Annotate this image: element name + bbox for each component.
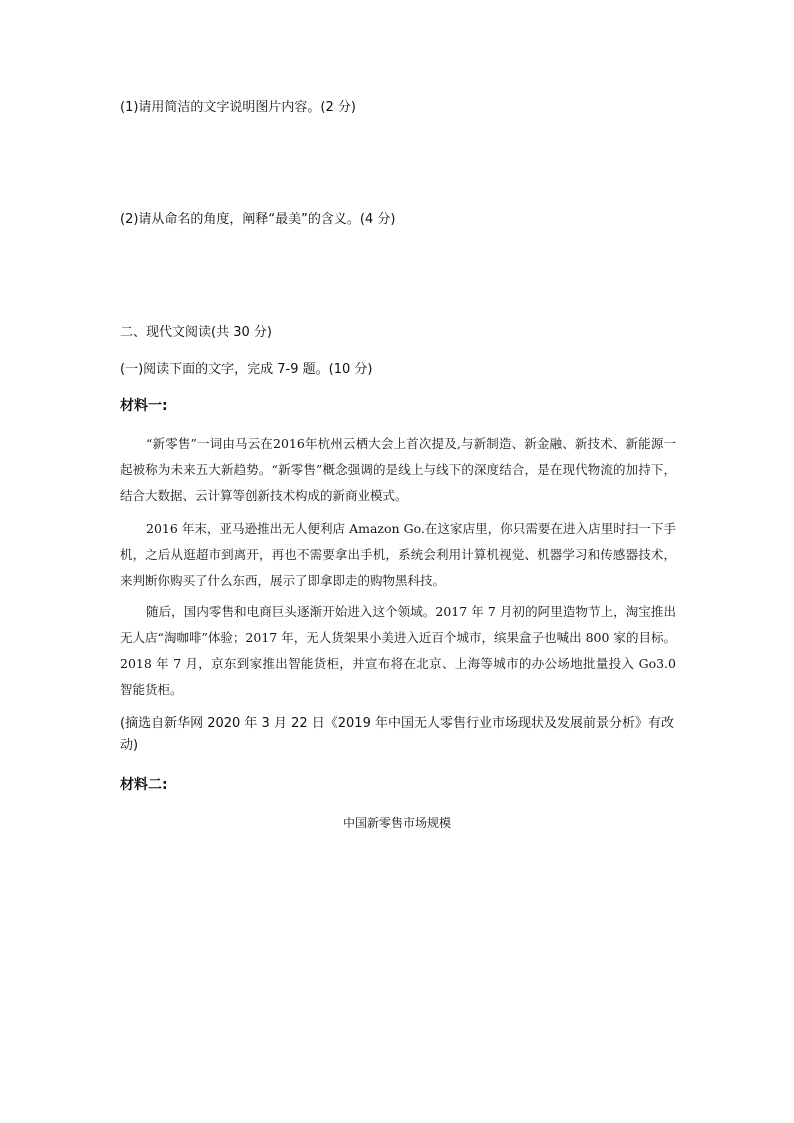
material-1-paragraph-2: 2016 年末，亚马逊推出无人便利店 Amazon Go.在这家店里，你只需要在进入店里时扫一下手机，之后从逛超市到离开，再也不需要拿出手机，系统会利用计算机视觉、机器学习和传感器技术，来判断你购买了什么东西，展示了即拿即走的购物黑科技。: [120, 521, 676, 588]
chart-title: 中国新零售市场规模: [342, 816, 451, 830]
material-1-paragraph-1: “新零售”一词由马云在2016年杭州云栖大会上首次提及,与新制造、新金融、新技术、新能源一起被称为未来五大新趋势。“新零售”概念强调的是线上与线下的深度结合，是在现代物流的加持下，结合大数据、云计算等创新技术构成的新商业模式。: [120, 436, 676, 503]
section-subheading: (一)阅读下面的文字，完成 7-9 题。(10 分): [120, 362, 373, 377]
material-2-label: 材料二:: [120, 777, 168, 793]
section-heading: 二、现代文阅读(共 30 分): [120, 325, 272, 340]
question-1: (1)请用简洁的文字说明图片内容。(2 分): [120, 100, 356, 115]
material-1-label: 材料一:: [120, 398, 168, 414]
material-1-paragraph-3: 随后，国内零售和电商巨头逐渐开始进入这个领域。2017 年 7 月初的阿里造物节上，淘宝推出无人店“淘咖啡”体验；2017 年，无人货架果小美进入近百个城市，缤果盒子也喊出 800 家的目标。2018 年 7 月，京东到家推出智能货柜，并宣布将在北京、上海等城市的办公场地批量投入 Go3.0 智能货柜。: [120, 604, 676, 697]
question-2: (2)请从命名的角度，阐释“最美”的含义。(4 分): [120, 212, 396, 227]
material-1-source: (摘选自新华网 2020 年 3 月 22 日《2019 年中国无人零售行业市场现状及发展前景分析》有改动): [120, 716, 674, 753]
